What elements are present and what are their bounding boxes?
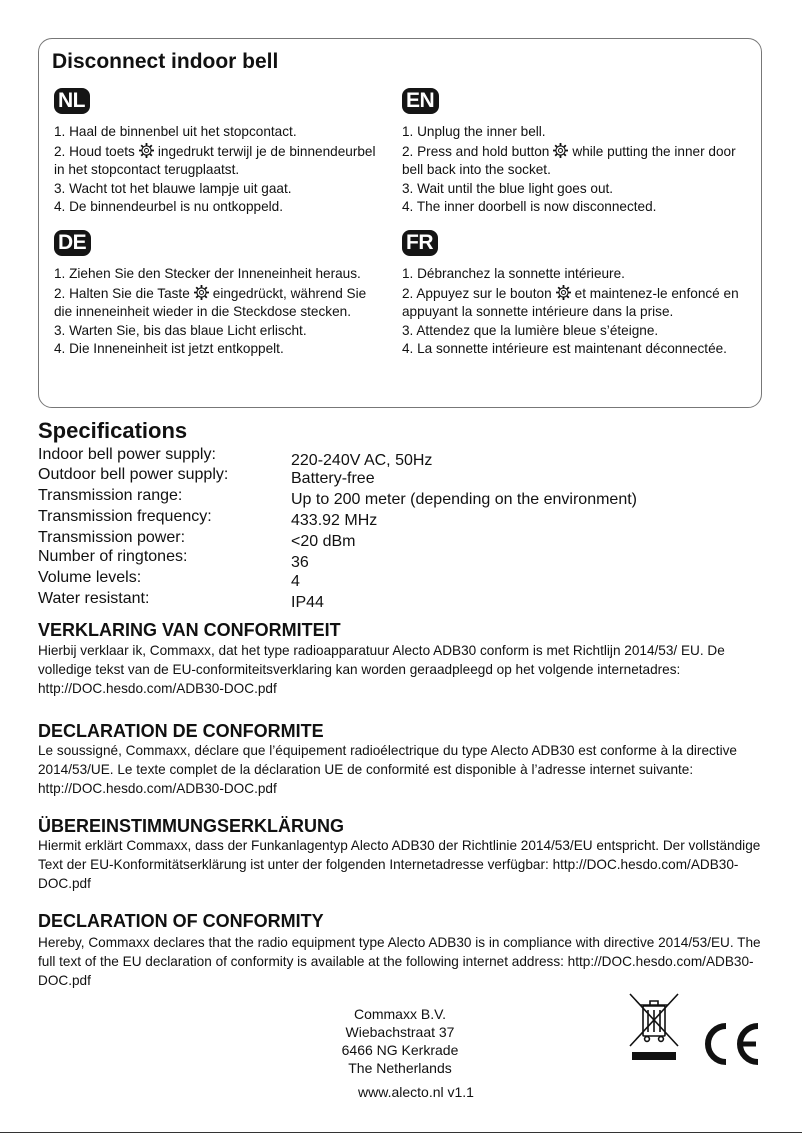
gear-icon (552, 142, 569, 159)
spec-label: Transmission power: (38, 529, 186, 546)
spec-value: 4 (291, 573, 300, 590)
crossed-out-bin-icon (626, 992, 682, 1064)
de-step-1: 1. Ziehen Sie den Stecker der Inneneinheit heraus. (54, 266, 361, 281)
spec-label: Water resistant: (38, 590, 150, 607)
gear-icon (193, 284, 210, 301)
nl-step-3: 3. Wacht tot het blauwe lampje uit gaat. (54, 180, 292, 196)
declaration-body-de: Hiermit erklärt Commaxx, dass der Funkanlagentyp Alecto ADB30 der Richtlinie 2014/53/EU entspricht. Der vollständige Text der EU-Konformitätserklärung ist unter der folgenden Internetadresse verfügbar: http://DOC.hesdo.com/ADB30-DOC.pdf (38, 838, 761, 891)
fr-step-2 (402, 284, 747, 322)
en-step-2 (402, 142, 747, 180)
spec-value: <20 dBm (291, 533, 356, 550)
declaration-title-en: DECLARATION OF CONFORMITY (38, 911, 324, 931)
declaration-body-nl: Hierbij verklaar ik, Commaxx, dat het type radioapparatuur Alecto ADB30 conform is met Richtlijn 2014/53/ EU. De volledige tekst van de EU-conformiteitsverklaring kan worden geraadpleegd op het volgende internetadres: http://DOC.hesdo.com/ADB30-DOC.pdf (38, 643, 725, 696)
spec-value: Up to 200 meter (depending on the environment) (291, 491, 637, 508)
spec-label: Volume levels: (38, 569, 142, 586)
language-badge-en: EN (402, 88, 439, 114)
nl-step-1: 1. Haal de binnenbel uit het stopcontact. (54, 124, 297, 139)
spec-label: Outdoor bell power supply: (38, 466, 229, 483)
ce-mark-icon (700, 1022, 762, 1066)
fr-step-1: 1. Débranchez la sonnette intérieure. (402, 266, 625, 281)
declaration-title-fr: DECLARATION DE CONFORMITE (38, 721, 324, 741)
instructions-de (54, 230, 384, 359)
company-street: Wiebachstraat 37 (345, 1024, 455, 1040)
nl-step-2-end: ingedrukt terwijl je de binnendeurbel in het stopcontact terugplaatst. (54, 143, 376, 178)
nl-step-2 (54, 142, 384, 180)
en-step-3: 3. Wait until the blue light goes out. (402, 180, 614, 196)
de-step-3: 3. Warten Sie, bis das blaue Licht erlischt. (54, 322, 307, 338)
language-badge-de: DE (54, 230, 91, 256)
nl-step-2-start: 2. Houd toets (54, 143, 135, 159)
spec-label: Indoor bell power supply: (38, 446, 216, 463)
fr-step-4: 4. La sonnette intérieure est maintenant déconnectée. (402, 341, 727, 357)
spec-value: IP44 (291, 594, 324, 611)
website-version: www.alecto.nl v1.1 (358, 1084, 474, 1100)
declaration-body-fr: Le soussigné, Commaxx, déclare que l’équipement radioélectrique du type Alecto ADB30 est conforme à la directive 2014/53/UE. Le texte complet de la déclaration UE de conformité est disponible à l’adresse internet suivante: http://DOC.hesdo.com/ADB30-DOC.pdf (38, 743, 737, 796)
disconnect-title: Disconnect indoor bell (52, 50, 279, 73)
language-badge-fr: FR (402, 230, 438, 256)
fr-step-2-end: et maintenez-le enfoncé en appuyant la sonnette intérieure dans la prise. (402, 285, 739, 320)
declaration-title-nl: VERKLARING VAN CONFORMITEIT (38, 620, 341, 640)
language-badge-nl: NL (54, 88, 90, 114)
declaration-title-de: ÜBEREINSTIMMUNGSERKLÄRUNG (38, 816, 344, 836)
gear-icon (138, 142, 155, 159)
de-step-4: 4. Die Inneneinheit ist jetzt entkoppelt. (54, 341, 284, 357)
spec-label: Transmission frequency: (38, 508, 212, 525)
spec-value: 36 (291, 554, 309, 571)
en-step-4: 4. The inner doorbell is now disconnected. (402, 199, 657, 215)
company-country: The Netherlands (348, 1060, 452, 1076)
de-step-2-start: 2. Halten Sie die Taste (54, 285, 190, 301)
en-step-2-start: 2. Press and hold button (402, 143, 550, 159)
en-step-2-end: while putting the inner door bell back into the socket. (402, 143, 736, 178)
nl-step-4: 4. De binnendeurbel is nu ontkoppeld. (54, 199, 283, 215)
spec-value: 220-240V AC, 50Hz (291, 452, 433, 469)
instructions-nl (54, 88, 384, 217)
declaration-body-en: Hereby, Commaxx declares that the radio equipment type Alecto ADB30 is in compliance with directive 2014/53/EU. The full text of the EU declaration of conformity is available at the following internet address: http://DOC.hesdo.com/ADB30-DOC.pdf (38, 935, 761, 988)
spec-label: Transmission range: (38, 487, 183, 504)
en-step-1: 1. Unplug the inner bell. (402, 124, 546, 139)
company-city: 6466 NG Kerkrade (341, 1042, 459, 1058)
de-step-2-end: eingedrückt, während Sie die inneneinheit wieder in die Steckdose stecken. (54, 285, 367, 320)
company-name: Commaxx B.V. (353, 1006, 447, 1022)
fr-step-2-start: 2. Appuyez sur le bouton (402, 285, 552, 301)
gear-icon (555, 284, 572, 301)
fr-step-3: 3. Attendez que la lumière bleue s’éteigne. (402, 322, 659, 338)
instructions-fr (402, 230, 747, 359)
bottom-rule (0, 1132, 802, 1133)
instructions-en (402, 88, 747, 217)
spec-value: 433.92 MHz (291, 512, 378, 529)
company-address (300, 1005, 500, 1077)
spec-value: Battery-free (291, 470, 375, 487)
de-step-2 (54, 284, 384, 322)
spec-label: Number of ringtones: (38, 548, 188, 565)
specifications-title: Specifications (38, 418, 188, 443)
